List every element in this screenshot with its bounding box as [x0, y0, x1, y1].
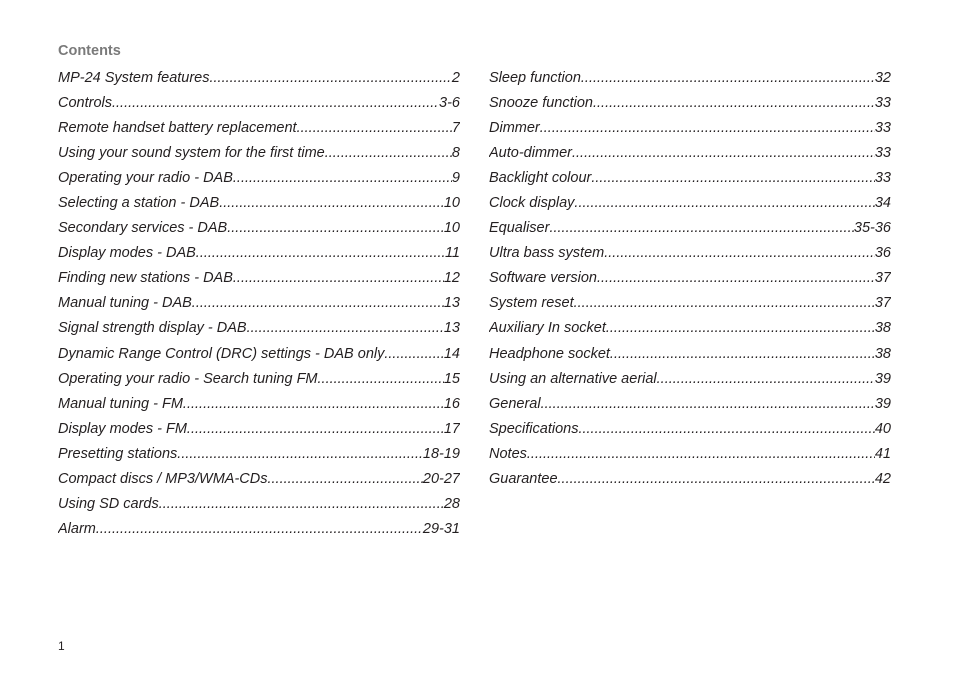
toc-entry-title: Operating your radio - Search tuning FM — [58, 370, 318, 387]
toc-dot-leader — [593, 91, 875, 116]
toc-entry[interactable] — [58, 216, 460, 241]
toc-dot-leader — [196, 241, 445, 266]
toc-entry-title: Equaliser — [489, 220, 550, 237]
toc-entry[interactable] — [58, 442, 460, 467]
toc-entry-page: 15 — [443, 370, 460, 387]
toc-entry-title: Dimmer — [489, 120, 540, 137]
toc-entry-page: 29-31 — [422, 520, 460, 537]
toc-entry[interactable] — [489, 191, 891, 216]
toc-entry[interactable] — [58, 392, 460, 417]
toc-entry-page: 37 — [874, 295, 891, 312]
toc-entry-title: Compact discs / MP3/WMA-CDs — [58, 470, 268, 487]
toc-entry-title: Using SD cards — [58, 495, 159, 512]
toc-dot-leader — [606, 316, 875, 341]
toc-dot-leader — [233, 166, 452, 191]
toc-entry[interactable] — [58, 241, 460, 266]
toc-entry[interactable] — [58, 66, 460, 91]
toc-entry-title: Specifications — [489, 420, 579, 437]
toc-dot-leader — [540, 116, 875, 141]
toc-entry-title: Clock display — [489, 195, 575, 212]
toc-dot-leader — [297, 116, 452, 141]
toc-entry[interactable] — [58, 417, 460, 442]
toc-entry[interactable] — [489, 241, 891, 266]
toc-dot-leader — [112, 91, 439, 116]
toc-entry-page: 18-19 — [422, 445, 460, 462]
toc-dot-leader — [233, 266, 444, 291]
toc-entry-title: Remote handset battery replacement — [58, 120, 297, 137]
toc-entry-page: 33 — [874, 95, 891, 112]
toc-dot-leader — [657, 367, 875, 392]
toc-entry-title: Backlight colour — [489, 170, 592, 187]
toc-dot-leader — [578, 417, 874, 442]
toc-entry-title: Auto-dimmer — [489, 145, 572, 162]
toc-entry-page: 33 — [874, 120, 891, 137]
toc-entry-page: 11 — [444, 245, 460, 262]
toc-entry-title: Sleep function — [489, 70, 581, 86]
toc-dot-leader — [527, 442, 875, 467]
toc-entry-title: MP-24 System features — [58, 70, 210, 86]
toc-entry-title: Secondary services - DAB — [58, 220, 228, 237]
toc-entry-page: 37 — [874, 270, 891, 287]
toc-entry-page: 10 — [443, 195, 460, 212]
toc-entry-page: 34 — [874, 195, 891, 212]
toc-entry-page: 13 — [443, 295, 460, 312]
toc-entry-title: Signal strength display - DAB — [58, 320, 247, 337]
toc-dot-leader — [177, 442, 423, 467]
toc-entry[interactable] — [58, 266, 460, 291]
toc-entry[interactable] — [489, 367, 891, 392]
toc-entry-page: 7 — [451, 120, 460, 137]
toc-entry-title: Using an alternative aerial — [489, 370, 657, 387]
toc-entry-title: Using your sound system for the first time — [58, 145, 325, 162]
toc-entry-title: Software version — [489, 270, 597, 287]
toc-left-column — [58, 66, 460, 542]
toc-dot-leader — [610, 342, 875, 367]
toc-entry[interactable] — [58, 467, 460, 492]
toc-entry-title: Alarm — [58, 520, 96, 537]
toc-entry-page: 16 — [443, 395, 460, 412]
toc-dot-leader — [219, 191, 444, 216]
toc-entry[interactable] — [489, 141, 891, 166]
toc-entry[interactable] — [58, 191, 460, 216]
toc-entry[interactable] — [58, 291, 460, 316]
toc-entry-page: 32 — [874, 70, 891, 86]
toc-entry[interactable] — [489, 166, 891, 191]
toc-entry-title: Snooze function — [489, 95, 593, 112]
toc-dot-leader — [318, 367, 444, 392]
toc-dot-leader — [591, 166, 875, 191]
toc-dot-leader — [384, 342, 444, 367]
toc-dot-leader — [558, 467, 875, 492]
page-number: 1 — [58, 639, 65, 653]
toc-entry[interactable] — [58, 166, 460, 191]
toc-entry-page: 40 — [874, 420, 891, 437]
toc-entry-page: 39 — [874, 395, 891, 412]
toc-entry-page: 12 — [443, 270, 460, 287]
toc-entry-title: Controls — [58, 95, 112, 112]
toc-entry-page: 10 — [443, 220, 460, 237]
toc-entry[interactable] — [489, 342, 891, 367]
toc-dot-leader — [267, 467, 422, 492]
toc-entry[interactable] — [58, 141, 460, 166]
toc-dot-leader — [227, 216, 444, 241]
toc-entry[interactable] — [489, 66, 891, 91]
toc-entry-title: Manual tuning - DAB — [58, 295, 192, 312]
toc-dot-leader — [604, 241, 875, 266]
toc-entry[interactable] — [58, 316, 460, 341]
toc-entry-page: 14 — [443, 345, 460, 362]
toc-dot-leader — [574, 191, 874, 216]
toc-entry-page: 13 — [443, 320, 460, 337]
toc-entry-title: Selecting a station - DAB — [58, 195, 220, 212]
toc-entry[interactable] — [58, 517, 460, 542]
toc-entry-page: 3-6 — [439, 95, 460, 112]
toc-entry-title: Notes — [489, 445, 527, 462]
toc-entry[interactable] — [58, 367, 460, 392]
toc-entry-page: 36 — [874, 245, 891, 262]
toc-entry-page: 8 — [451, 145, 460, 162]
toc-dot-leader — [187, 417, 444, 442]
toc-entry-title: General — [489, 395, 541, 412]
toc-entry-title: Dynamic Range Control (DRC) settings - DAB only — [58, 345, 385, 362]
toc-entry-page: 35-36 — [853, 220, 891, 237]
toc-entry[interactable] — [489, 116, 891, 141]
toc-entry-page: 38 — [874, 320, 891, 337]
toc-entry[interactable] — [58, 116, 460, 141]
toc-entry[interactable] — [58, 492, 460, 517]
toc-dot-leader — [549, 216, 853, 241]
toc-entry-title: System reset — [489, 295, 574, 312]
toc-entry[interactable] — [489, 467, 891, 492]
toc-entry-title: Auxiliary In socket — [489, 320, 606, 337]
toc-entry-title: Manual tuning - FM — [58, 395, 183, 412]
toc-entry-page: 39 — [874, 370, 891, 387]
toc-entry[interactable] — [58, 91, 460, 116]
toc-dot-leader — [159, 492, 444, 517]
toc-entry-title: Presetting stations — [58, 445, 178, 462]
toc-entry[interactable] — [489, 417, 891, 442]
toc-entry-title: Display modes - DAB — [58, 245, 196, 262]
toc-dot-leader — [247, 316, 444, 341]
toc-entry[interactable] — [489, 291, 891, 316]
toc-entry-page: 33 — [874, 170, 891, 187]
toc-entry-page: 33 — [874, 145, 891, 162]
toc-entry-page: 28 — [443, 495, 460, 512]
toc-dot-leader — [572, 141, 875, 166]
toc-dot-leader — [96, 517, 423, 542]
toc-entry[interactable] — [489, 316, 891, 341]
toc-dot-leader — [325, 141, 452, 166]
toc-entry-page: 20-27 — [422, 470, 460, 487]
toc-right-column — [489, 66, 891, 492]
toc-dot-leader — [183, 392, 444, 417]
toc-entry[interactable] — [58, 342, 460, 367]
toc-entry-page: 9 — [451, 170, 460, 187]
toc-dot-leader — [597, 266, 875, 291]
toc-entry-title: Operating your radio - DAB — [58, 170, 233, 187]
toc-entry[interactable] — [489, 91, 891, 116]
toc-entry-page: 2 — [451, 70, 460, 86]
toc-entry-page: 42 — [874, 470, 891, 487]
toc-entry-title: Display modes - FM — [58, 420, 187, 437]
contents-heading: Contents — [58, 43, 121, 59]
toc-dot-leader — [192, 291, 444, 316]
toc-entry-title: Finding new stations - DAB — [58, 270, 233, 287]
toc-entry[interactable] — [489, 392, 891, 417]
toc-entry-title: Ultra bass system — [489, 245, 605, 262]
toc-dot-leader — [581, 66, 875, 91]
toc-dot-leader — [541, 392, 875, 417]
toc-entry-title: Guarantee — [489, 470, 558, 487]
toc-entry[interactable] — [489, 216, 891, 241]
toc-dot-leader — [574, 291, 875, 316]
toc-entry[interactable] — [489, 442, 891, 467]
toc-entry-page: 38 — [874, 345, 891, 362]
toc-entry[interactable] — [489, 266, 891, 291]
toc-entry-page: 17 — [443, 420, 460, 437]
toc-entry-title: Headphone socket — [489, 345, 610, 362]
toc-dot-leader — [210, 66, 452, 91]
toc-entry-page: 41 — [874, 445, 891, 462]
